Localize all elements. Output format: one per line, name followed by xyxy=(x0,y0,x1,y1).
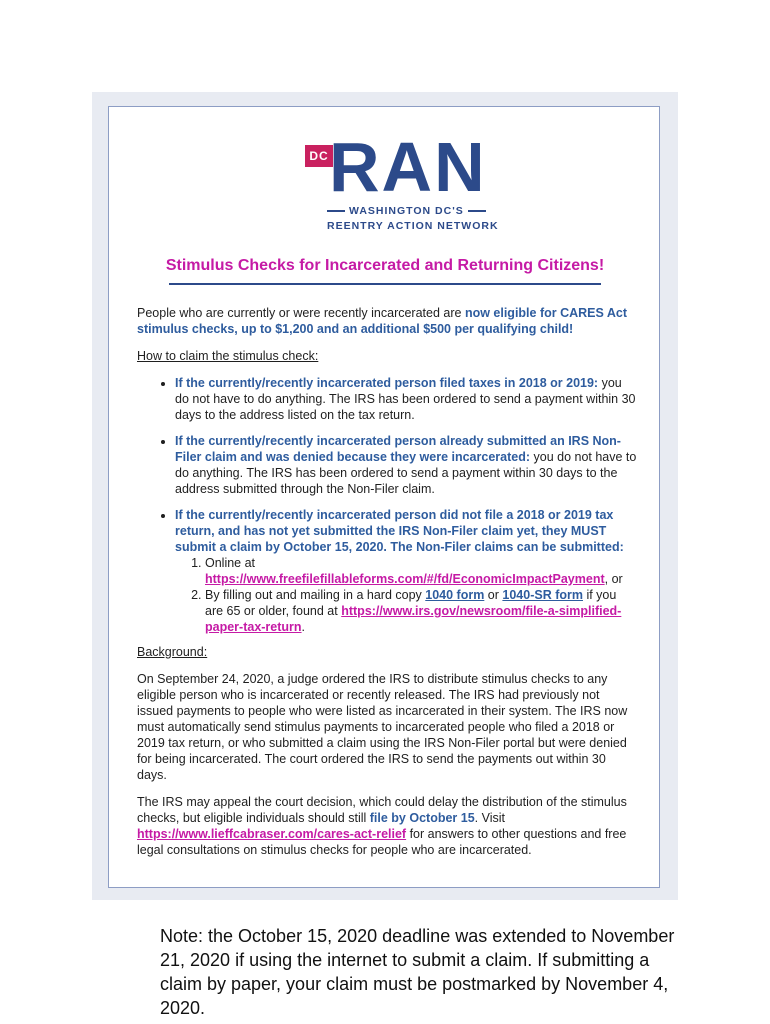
deadline-extension-note: Note: the October 15, 2020 deadline was extended to November 21, 2020 if using the internet to submit a claim. If submitting a claim by paper, your claim must be postmarked by November 4, 2020. xyxy=(160,926,675,1018)
logo-tagline-2: REENTRY ACTION NETWORK xyxy=(327,220,499,232)
condition-emphasis: If the currently/recently incarcerated person already submitted an IRS Non-Filer claim and was denied because they were incarcerated: xyxy=(175,434,621,464)
bg2-emphasis: file by October 15 xyxy=(369,811,475,825)
intro-plain: People who are currently or were recently incarcerated are xyxy=(137,306,465,320)
flyer-frame xyxy=(92,92,678,900)
logo-dash-right xyxy=(468,210,486,212)
form-1040-link[interactable]: 1040 form xyxy=(425,588,485,602)
claim-conditions-list xyxy=(137,375,637,635)
background-paragraph-1: On September 24, 2020, a judge ordered the IRS to distribute stimulus checks to any eligible person who is incarcerated or recently released. The IRS had previously not issued payments to people who were listed as incarcerated in their system. The IRS now must automatically send stimulus payments to incarcerated people who filed a 2018 or 2019 tax return, or who submitted a claim using the IRS Non-Filer portal but were denied for being incarcerated. The court ordered the IRS to send the payments out within 30 days. xyxy=(137,672,628,782)
form-1040-sr-link[interactable]: 1040-SR form xyxy=(502,588,583,602)
condition-emphasis: If the currently/recently incarcerated person filed taxes in 2018 or 2019: xyxy=(175,376,599,390)
flyer-title: Stimulus Checks for Incarcerated and Returning Citizens! xyxy=(165,257,605,274)
intro-emphasis: now eligible for CARES Act stimulus checks, up to $1,200 and an additional $500 per qualifying child! xyxy=(137,306,627,336)
condition-text: you do not have to do anything. The IRS has been ordered to send a payment within 30 days to the address submitted through the Non-Filer claim. xyxy=(175,450,637,496)
condition-emphasis: If the currently/recently incarcerated person did not file a 2018 or 2019 tax return, and has not yet submitted the IRS Non-Filer claim yet, they MUST submit a claim by October 15, 2020. The Non-Filer claims can be submitted: xyxy=(175,508,624,554)
lieff-cabraser-link[interactable]: https://www.lieffcabraser.com/cares-act-relief xyxy=(137,827,407,841)
condition-text: you do not have to do anything. The IRS has been ordered to send a payment within 30 days to the address listed on the tax return. xyxy=(175,376,636,422)
submission-steps-list xyxy=(175,555,637,635)
bg2-part3: for answers to other questions and free legal consultations on stimulus checks for people who are incarcerated. xyxy=(137,827,627,857)
background-paragraph-2 xyxy=(137,794,637,858)
step2-text: By filling out and mailing in a hard copy xyxy=(205,588,426,602)
free-file-forms-link[interactable]: https://www.freefilefillableforms.com/#/fd/EconomicImpactPayment xyxy=(205,572,605,586)
bg2-part2: . Visit xyxy=(474,811,506,825)
step2-mid: if you are 65 or older, found at xyxy=(205,588,617,618)
step1-after: , or xyxy=(604,572,623,586)
dc-ran-logo xyxy=(305,128,499,232)
logo-dash-left xyxy=(327,210,345,212)
flyer-card xyxy=(108,106,660,888)
logo-tagline-1 xyxy=(327,205,487,217)
claim-condition-item xyxy=(175,433,637,497)
step2-or: or xyxy=(484,588,503,602)
submission-step-paper xyxy=(205,587,637,635)
intro-paragraph xyxy=(137,305,637,337)
logo-tagline-1-text: WASHINGTON DC'S xyxy=(349,205,464,217)
bg2-part1: The IRS may appeal the court decision, which could delay the distribution of the stimulus checks, but eligible individuals should still xyxy=(137,795,627,825)
background-heading: Background: xyxy=(137,645,208,659)
flyer-content xyxy=(137,305,637,869)
claim-condition-item xyxy=(175,375,637,423)
title-divider xyxy=(169,283,601,285)
step1-text: Online at xyxy=(205,556,256,570)
logo-wordmark: RAN xyxy=(329,128,487,206)
step2-end: . xyxy=(301,620,306,634)
submission-step-online xyxy=(205,555,637,587)
irs-paper-return-link[interactable]: https://www.irs.gov/newsroom/file-a-simplified-paper-tax-return xyxy=(205,604,622,634)
how-to-heading: How to claim the stimulus check: xyxy=(137,349,319,363)
logo-dc-badge: DC xyxy=(305,145,333,167)
claim-condition-item xyxy=(175,507,637,635)
